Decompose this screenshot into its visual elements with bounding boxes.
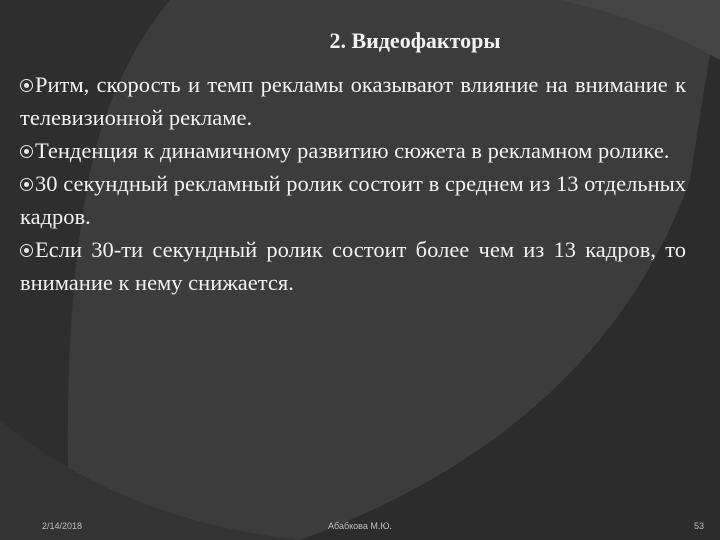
bullet-text: Если 30-ти секундный ролик состоит более чем из 13 кадров, то внимание к нему снижается. (20, 237, 686, 295)
footer-page-number: 53 (693, 521, 704, 531)
slide-title: 2. Видеофакторы (329, 28, 501, 53)
bullet-text: Ритм, скорость и темп рекламы оказывают влияние на внимание к телевизионной рекламе. (20, 72, 686, 130)
footer-author: Абабкова М.Ю. (328, 521, 392, 531)
circle-dot-icon (20, 145, 33, 158)
bullet-item (20, 233, 686, 299)
bullet-item (20, 68, 686, 134)
bullet-item (20, 134, 686, 167)
slide-content (20, 68, 686, 299)
circle-dot-icon (20, 79, 33, 92)
footer-date: 2/14/2018 (42, 521, 83, 531)
bullet-text: 30 секундный рекламный ролик состоит в среднем из 13 отдельных кадров. (20, 171, 686, 229)
bullet-item (20, 167, 686, 233)
circle-dot-icon (20, 178, 33, 191)
circle-dot-icon (20, 244, 33, 257)
bullet-text: Тенденция к динамичному развитию сюжета в рекламном ролике. (35, 138, 670, 163)
